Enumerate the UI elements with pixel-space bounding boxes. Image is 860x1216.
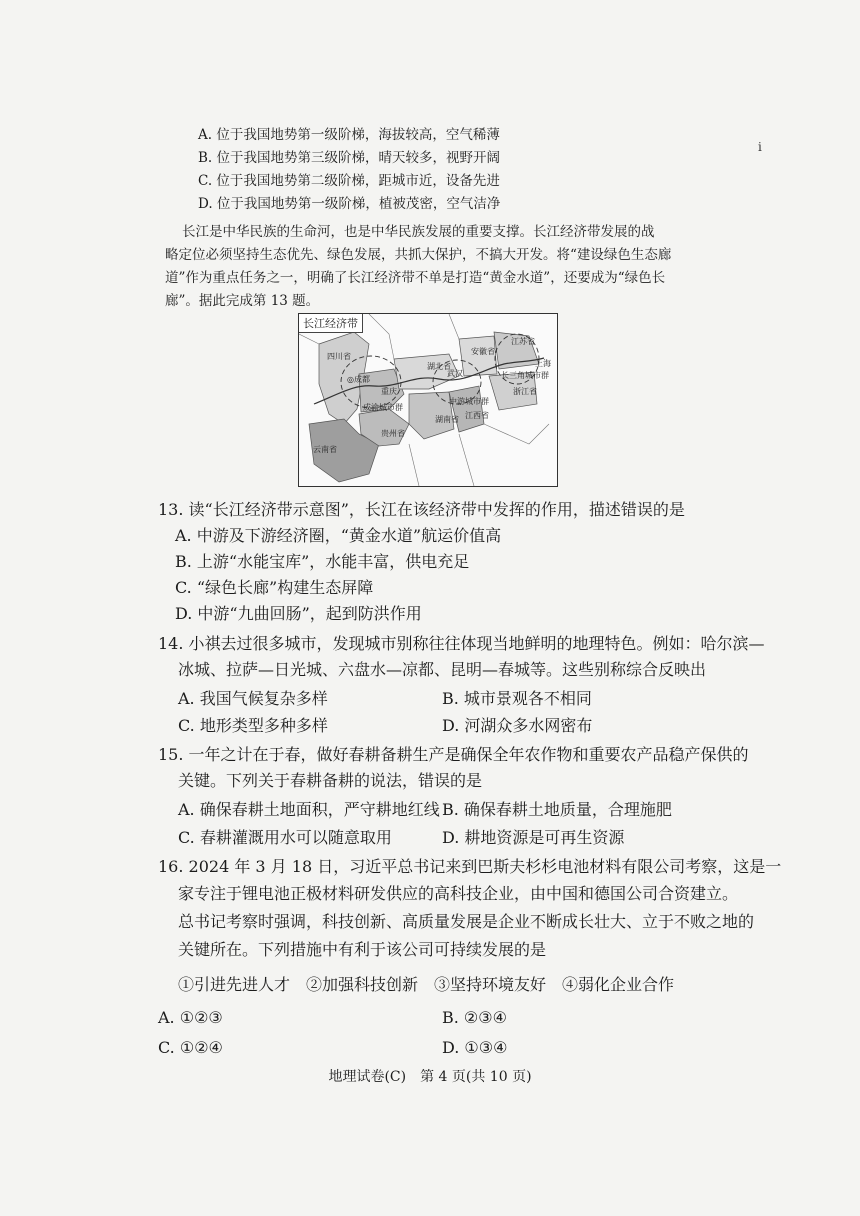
q14-stem-2: 冰城、拉萨—日光城、六盘水—凉都、昆明—春城等。这些别称综合反映出 xyxy=(178,660,707,679)
q13-option-d[interactable]: D. 中游“九曲回肠”，起到防洪作用 xyxy=(175,604,422,623)
page-footer: 地理试卷(C) 第 4 页(共 10 页) xyxy=(328,1069,532,1085)
label-yunnan: 云南省 xyxy=(313,445,337,454)
q14-option-d[interactable]: D. 河湖众多水网密布 xyxy=(442,716,593,735)
q16-stem-1: 16. 2024 年 3 月 18 日，习近平总书记来到巴斯夫杉杉电池材料有限公司考察，这是一 xyxy=(158,857,782,876)
label-guizhou: 贵州省 xyxy=(381,429,405,438)
q15-option-b[interactable]: B. 确保春耕土地质量，合理施肥 xyxy=(442,800,672,819)
label-jiangxi: 江西省 xyxy=(465,411,489,420)
q15-stem-1: 15. 一年之计在于春，做好春耕备耕生产是确保全年农作物和重要农产品稳产保供的 xyxy=(158,745,749,764)
option-b-prev: B. 位于我国地势第三级阶梯，晴天较多，视野开阔 xyxy=(198,150,501,166)
q13-stem: 13. 读“长江经济带示意图”，长江在该经济带中发挥的作用，描述错误的是 xyxy=(158,500,685,519)
option-d-prev: D. 位于我国地势第一级阶梯，植被茂密，空气洁净 xyxy=(198,196,501,212)
passage-line-4: 廊”。据此完成第 13 题。 xyxy=(165,293,320,309)
yangtze-economic-belt-map xyxy=(298,313,558,487)
q16-option-a[interactable]: A. ①②③ xyxy=(158,1008,223,1027)
q15-option-a[interactable]: A. 确保春耕土地面积，严守耕地红线 xyxy=(178,800,440,819)
side-mark: i xyxy=(758,140,762,154)
label-hubei: 湖北省 xyxy=(427,362,451,371)
q14-stem-1: 14. 小祺去过很多城市，发现城市别称往往体现当地鲜明的地理特色。例如：哈尔滨— xyxy=(158,634,765,653)
label-anhui: 安徽省 xyxy=(471,347,495,356)
q16-option-c[interactable]: C. ①②④ xyxy=(158,1038,223,1057)
q13-option-a[interactable]: A. 中游及下游经济圈，“黄金水道”航运价值高 xyxy=(175,526,502,545)
label-zhejiang: 浙江省 xyxy=(513,387,537,396)
label-yrd: 长三角城市群 xyxy=(501,371,549,380)
q16-stem-2: 家专注于锂电池正极材料研发供应的高科技企业，由中国和德国公司合资建立。 xyxy=(178,884,739,903)
q16-items: ①引进先进人才 ②加强科技创新 ③坚持环境友好 ④弱化企业合作 xyxy=(178,975,675,994)
passage-line-1: 长江是中华民族的生命河，也是中华民族发展的重要支撑。长江经济带发展的战 xyxy=(182,224,655,240)
label-midstream: 中游城市群 xyxy=(449,397,489,406)
option-a-prev: A. 位于我国地势第一级阶梯，海拔较高，空气稀薄 xyxy=(198,127,500,143)
q14-option-c[interactable]: C. 地形类型多种多样 xyxy=(178,716,328,735)
q15-option-c[interactable]: C. 春耕灌溉用水可以随意取用 xyxy=(178,828,392,847)
q16-stem-3: 总书记考察时强调，科技创新、高质量发展是企业不断成长壮大、立于不败之地的 xyxy=(178,912,755,931)
map-drawing xyxy=(299,314,557,486)
anhui-region xyxy=(459,336,497,376)
label-chengdu: ◎成都 xyxy=(347,375,370,384)
q15-stem-2: 关键。下列关于春耕备耕的说法，错误的是 xyxy=(178,771,483,790)
option-c-prev: C. 位于我国地势第二级阶梯，距城市近，设备先进 xyxy=(198,173,500,189)
label-wuhan: 武汉 xyxy=(447,369,463,378)
q16-option-b[interactable]: B. ②③④ xyxy=(442,1008,507,1027)
passage-line-2: 略定位必须坚持生态优先、绿色发展，共抓大保护，不搞大开发。将“建设绿色生态廊 xyxy=(165,247,672,263)
map-title: 长江经济带 xyxy=(299,314,363,333)
jiangxi-region xyxy=(449,386,484,432)
q13-option-c[interactable]: C. “绿色长廊”构建生态屏障 xyxy=(175,578,374,597)
label-chongqing: 重庆 xyxy=(381,387,397,396)
q16-option-d[interactable]: D. ①③④ xyxy=(442,1038,508,1057)
passage-line-3: 道”作为重点任务之一，明确了长江经济带不单是打造“黄金水道”，还要成为“绿色长 xyxy=(165,270,666,286)
label-jiangsu: 江苏省 xyxy=(511,337,535,346)
label-sichuan: 四川省 xyxy=(327,352,351,361)
q16-stem-4: 关键所在。下列措施中有利于该公司可持续发展的是 xyxy=(178,940,547,959)
label-chengyu: 成渝城市群 xyxy=(363,403,403,412)
q14-option-b[interactable]: B. 城市景观各不相同 xyxy=(442,689,592,708)
q14-option-a[interactable]: A. 我国气候复杂多样 xyxy=(178,689,328,708)
q15-option-d[interactable]: D. 耕地资源是可再生资源 xyxy=(442,828,625,847)
q13-option-b[interactable]: B. 上游“水能宝库”，水能丰富，供电充足 xyxy=(175,552,470,571)
label-shanghai: 上海 xyxy=(535,359,551,368)
label-hunan: 湖南省 xyxy=(435,415,459,424)
